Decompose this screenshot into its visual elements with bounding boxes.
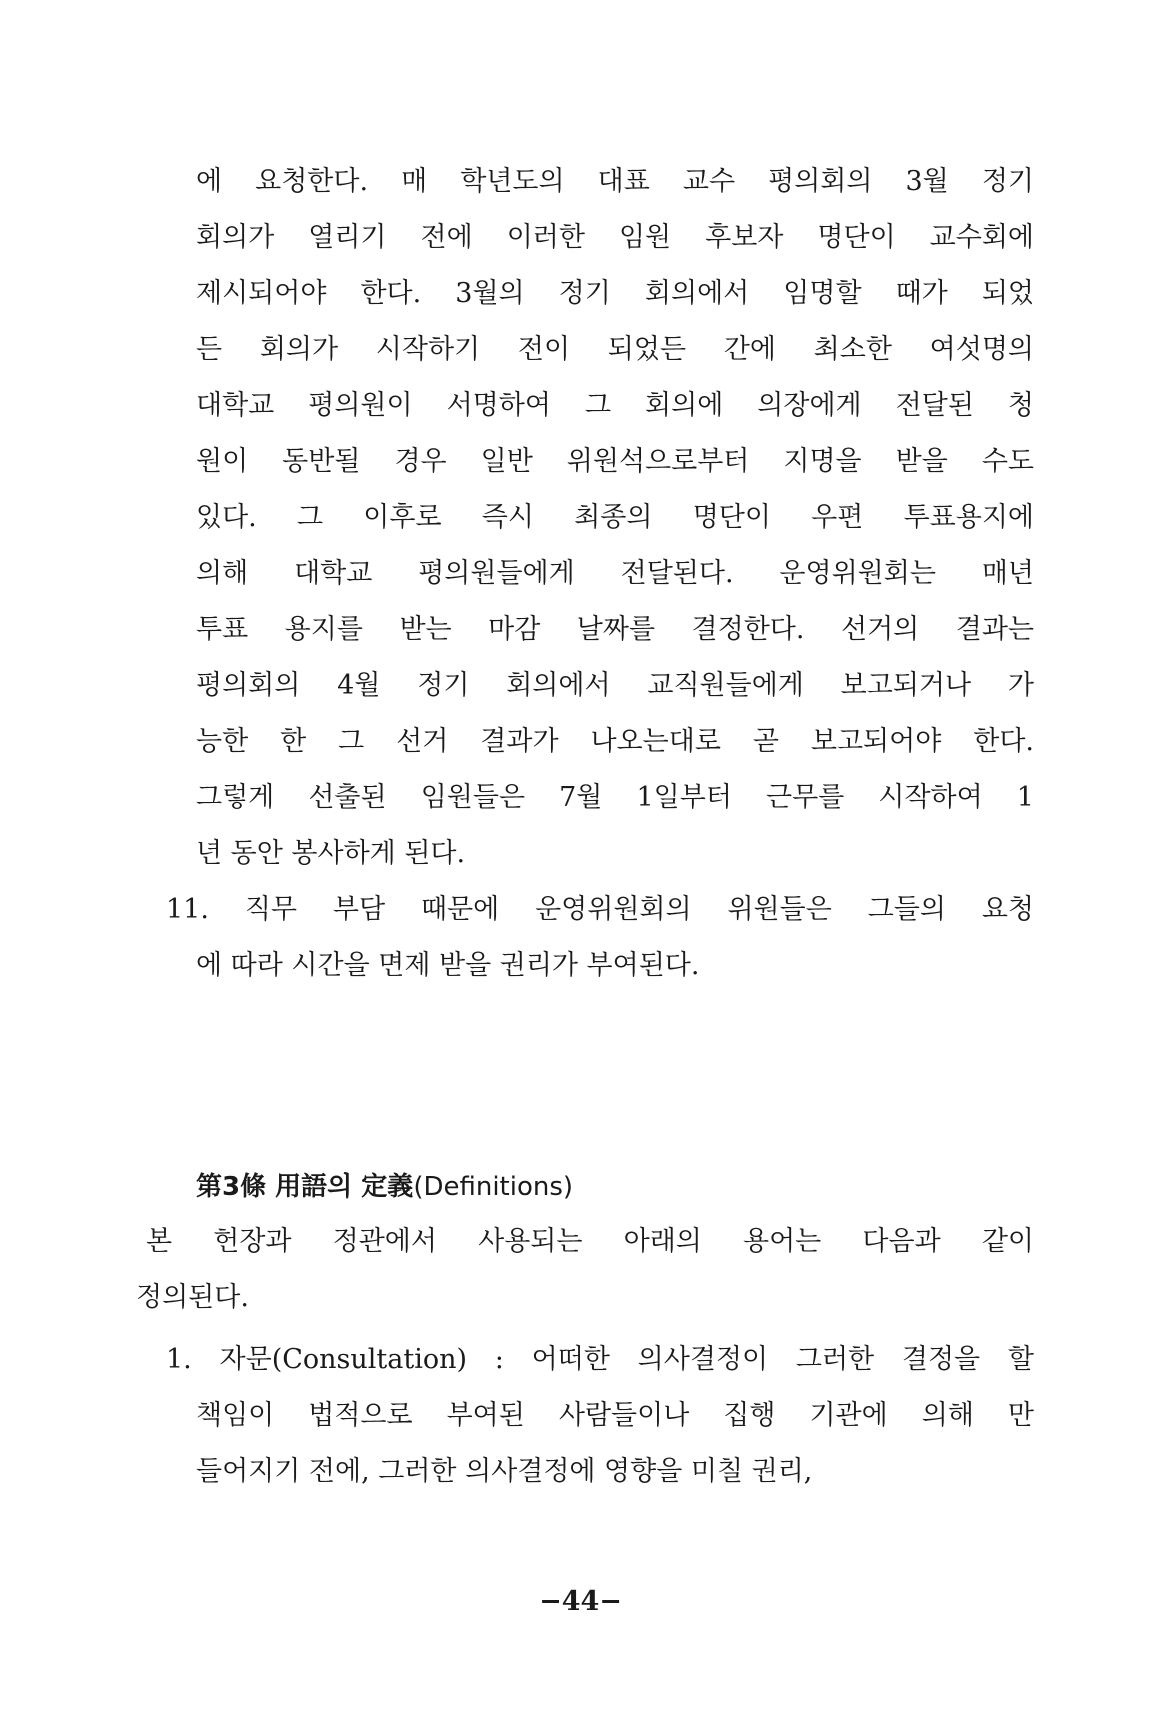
body-line-13: 년 동안 봉사하게 된다. [196,838,466,869]
body-line-3: 제시되어야 한다. 3월의 정기 회의에서 임명할 때가 되었 [196,278,1034,309]
body-line-9: 투표 용지를 받는 마감 날짜를 결정한다. 선거의 결과는 [196,614,1034,645]
body-line-6: 원이 동반될 경우 일반 위원석으로부터 지명을 받을 수도 [196,446,1034,477]
body-line-10: 평의회의 4월 정기 회의에서 교직원들에게 보고되거나 가 [196,670,1034,701]
body-line-2: 회의가 열리기 전에 이러한 임원 후보자 명단이 교수회에 [196,222,1034,253]
item-11-line-1: 11. 직무 부담 때문에 운영위원회의 위원들은 그들의 요청 [166,894,1034,925]
body-line-7: 있다. 그 이후로 즉시 최종의 명단이 우편 투표용지에 [196,502,1034,533]
intro-line-1: 본 헌장과 정관에서 사용되는 아래의 용어는 다음과 같이 [146,1226,1034,1257]
section-title-english: (Definitions) [413,1172,574,1202]
body-line-5: 대학교 평의원이 서명하여 그 회의에 의장에게 전달된 청 [196,390,1034,421]
page-number: −44− [539,1586,622,1617]
body-line-12: 그렇게 선출된 임원들은 7월 1일부터 근무를 시작하여 1 [196,782,1034,813]
item-1-line-1: 1. 자문(Consultation) : 어떠한 의사결정이 그러한 결정을 할 [166,1344,1034,1375]
body-line-11: 능한 한 그 선거 결과가 나오는대로 곧 보고되어야 한다. [196,726,1034,757]
item-1-line-2: 책임이 법적으로 부여된 사람들이나 집행 기관에 의해 만 [196,1400,1034,1431]
section-heading [196,1167,573,1207]
intro-line-2: 정의된다. [136,1282,249,1313]
item-1-line-3: 들어지기 전에, 그러한 의사결정에 영향을 미칠 권리, [196,1456,813,1487]
item-11-line-2: 에 따라 시간을 면제 받을 권리가 부여된다. [196,950,700,981]
body-line-4: 든 회의가 시작하기 전이 되었든 간에 최소한 여섯명의 [196,334,1034,365]
body-line-8: 의해 대학교 평의원들에게 전달된다. 운영위원회는 매년 [196,558,1034,589]
body-line-1: 에 요청한다. 매 학년도의 대표 교수 평의회의 3월 정기 [196,166,1034,197]
section-title: 第3條 用語의 定義 [196,1172,414,1202]
